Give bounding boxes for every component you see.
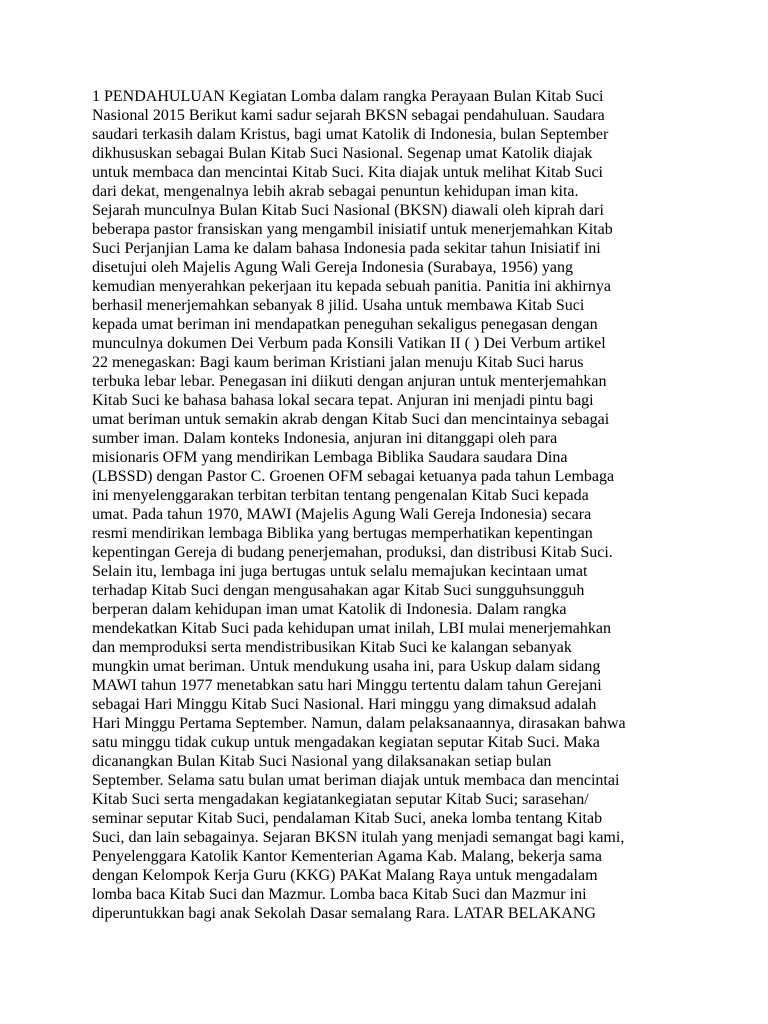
text-line: dan memproduksi serta mendistribusikan Kitab Suci ke kalangan sebanyak <box>92 639 572 656</box>
text-line: umat beriman untuk semakin akrab dengan Kitab Suci dan mencintainya sebagai <box>92 411 610 428</box>
text-line: Suci, dan lain sebagainya. Sejaran BKSN itulah yang menjadi semangat bagi kami, <box>92 829 625 846</box>
text-line: diperuntukkan bagi anak Sekolah Dasar semalang Rara. LATAR BELAKANG <box>92 905 596 922</box>
text-line: beberapa pastor fransiskan yang mengambil inisiatif untuk menerjemahkan Kitab <box>92 221 613 238</box>
text-line: untuk membaca dan mencintai Kitab Suci. Kita diajak untuk melihat Kitab Suci <box>92 164 603 181</box>
text-line: kemudian menyerahkan pekerjaan itu kepada sebuah panitia. Panitia ini akhirnya <box>92 278 611 295</box>
text-line: Hari Minggu Pertama September. Namun, dalam pelaksanaannya, dirasakan bahwa <box>92 715 626 732</box>
text-line: mungkin umat beriman. Untuk mendukung usaha ini, para Uskup dalam sidang <box>92 658 601 675</box>
text-line: Kitab Suci ke bahasa bahasa lokal secara tepat. Anjuran ini menjadi pintu bagi <box>92 392 594 409</box>
text-line: terbuka lebar lebar. Penegasan ini diikuti dengan anjuran untuk menterjemahkan <box>92 373 607 390</box>
text-line: Kitab Suci serta mengadakan kegiatankegiatan seputar Kitab Suci; sarasehan/ <box>92 791 589 808</box>
text-line: berperan dalam kehidupan iman umat Katolik di Indonesia. Dalam rangka <box>92 601 567 618</box>
text-line: dengan Kelompok Kerja Guru (KKG) PAKat Malang Raya untuk mengadalam <box>92 867 598 884</box>
text-line: Selain itu, lembaga ini juga bertugas untuk selalu memajukan kecintaan umat <box>92 563 588 580</box>
text-line: Penyelenggara Katolik Kantor Kementerian Agama Kab. Malang, bekerja sama <box>92 848 603 865</box>
text-line: Sejarah munculnya Bulan Kitab Suci Nasional (BKSN) diawali oleh kiprah dari <box>92 202 604 219</box>
document-body-text <box>92 87 682 923</box>
text-line: 1 PENDAHULUAN Kegiatan Lomba dalam rangka Perayaan Bulan Kitab Suci <box>92 88 604 105</box>
text-line: sebagai Hari Minggu Kitab Suci Nasional. Hari minggu yang dimaksud adalah <box>92 696 597 713</box>
text-line: kepada umat beriman ini mendapatkan peneguhan sekaligus penegasan dengan <box>92 316 598 333</box>
text-line: ini menyelenggarakan terbitan terbitan tentang pengenalan Kitab Suci kepada <box>92 487 589 504</box>
text-line: September. Selama satu bulan umat beriman diajak untuk membaca dan mencintai <box>92 772 620 789</box>
text-line: dicanangkan Bulan Kitab Suci Nasional yang dilaksanakan setiap bulan <box>92 753 552 770</box>
text-line: lomba baca Kitab Suci dan Mazmur. Lomba baca Kitab Suci dan Mazmur ini <box>92 886 587 903</box>
text-line: satu minggu tidak cukup untuk mengadakan kegiatan seputar Kitab Suci. Maka <box>92 734 600 751</box>
text-line: seminar seputar Kitab Suci, pendalaman Kitab Suci, aneka lomba tentang Kitab <box>92 810 603 827</box>
text-line: dari dekat, mengenalnya lebih akrab sebagai penuntun kehidupan iman kita. <box>92 183 579 200</box>
text-line: 22 menegaskan: Bagi kaum beriman Kristiani jalan menuju Kitab Suci harus <box>92 354 584 371</box>
text-line: umat. Pada tahun 1970, MAWI (Majelis Agung Wali Gereja Indonesia) secara <box>92 506 592 523</box>
text-line: kepentingan Gereja di budang penerjemahan, produksi, dan distribusi Kitab Suci. <box>92 544 613 561</box>
text-line: berhasil menerjemahkan sebanyak 8 jilid. Usaha untuk membawa Kitab Suci <box>92 297 585 314</box>
text-line: dikhususkan sebagai Bulan Kitab Suci Nasional. Segenap umat Katolik diajak <box>92 145 593 162</box>
text-line: sumber iman. Dalam konteks Indonesia, anjuran ini ditanggapi oleh para <box>92 430 558 447</box>
text-line: mendekatkan Kitab Suci pada kehidupan umat inilah, LBI mulai menerjemahkan <box>92 620 611 637</box>
text-line: resmi mendirikan lembaga Biblika yang bertugas memperhatikan kepentingan <box>92 525 593 542</box>
text-line: saudari terkasih dalam Kristus, bagi umat Katolik di Indonesia, bulan September <box>92 126 609 143</box>
text-line: MAWI tahun 1977 menetabkan satu hari Minggu tertentu dalam tahun Gerejani <box>92 677 602 694</box>
text-line: Nasional 2015 Berikut kami sadur sejarah BKSN sebagai pendahuluan. Saudara <box>92 107 605 124</box>
text-line: disetujui oleh Majelis Agung Wali Gereja Indonesia (Surabaya, 1956) yang <box>92 259 573 276</box>
text-line: terhadap Kitab Suci dengan mengusahakan agar Kitab Suci sungguhsungguh <box>92 582 585 599</box>
text-line: misionaris OFM yang mendirikan Lembaga Biblika Saudara saudara Dina <box>92 449 568 466</box>
text-line: Suci Perjanjian Lama ke dalam bahasa Indonesia pada sekitar tahun Inisiatif ini <box>92 240 601 257</box>
text-line: (LBSSD) dengan Pastor C. Groenen OFM sebagai ketuanya pada tahun Lembaga <box>92 468 615 485</box>
text-line: munculnya dokumen Dei Verbum pada Konsili Vatikan II ( ) Dei Verbum artikel <box>92 335 606 352</box>
